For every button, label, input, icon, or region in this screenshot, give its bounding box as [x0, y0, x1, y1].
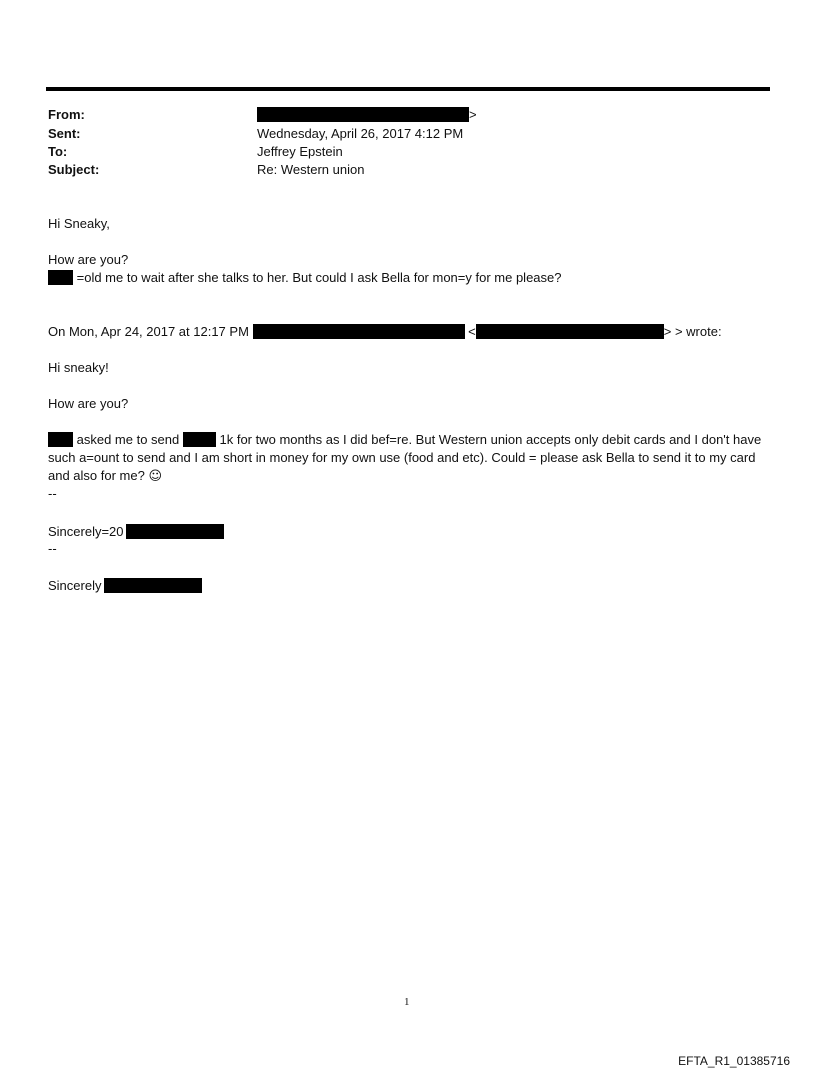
quoted-part1: asked me to send — [76, 432, 180, 447]
redaction-box — [476, 324, 664, 339]
quoted-how-are-you: How are you? — [48, 396, 129, 411]
quoted-part2: 1k for two months as I did bef=re. But Western union accepts only debit cards and I don't have such a=ount to send and I am short in money for my own use (food and etc). Could = please ask Bella to send it to my card and also for me? — [48, 432, 762, 483]
redaction-box — [126, 524, 224, 539]
reply-text: =old me to wait after she talks to her. But could I ask Bella for mon=y for me please? — [76, 270, 562, 285]
page-number: 1 — [404, 996, 410, 1008]
quote-intro — [48, 323, 722, 341]
quote-intro-prefix: On Mon, Apr 24, 2017 at 12:17 PM — [48, 324, 249, 339]
separator: -- — [48, 486, 57, 501]
sincerely-1: Sincerely=20 — [48, 524, 124, 539]
quoted-greeting: Hi sneaky! — [48, 360, 109, 375]
quote-suffix: > > wrote: — [663, 324, 722, 339]
to-value: Jeffrey Epstein — [257, 144, 343, 159]
sent-label: Sent: — [48, 126, 81, 141]
header-rule — [46, 87, 770, 91]
separator: -- — [48, 541, 57, 556]
reply-line — [48, 269, 561, 287]
quote-lt: < — [468, 324, 476, 339]
redaction-box — [104, 578, 202, 593]
to-label: To: — [48, 144, 68, 159]
subject-label: Subject: — [48, 162, 100, 177]
redaction-box — [257, 107, 469, 122]
from-value — [257, 106, 477, 124]
signature-1 — [48, 523, 224, 541]
greeting: Hi Sneaky, — [48, 216, 110, 231]
from-label: From: — [48, 107, 85, 122]
how-are-you: How are you? — [48, 252, 129, 267]
quoted-paragraph — [48, 431, 768, 486]
redaction-box — [48, 270, 73, 285]
redaction-box — [48, 432, 73, 447]
subject-value: Re: Western union — [257, 162, 365, 177]
signature-2 — [48, 577, 202, 595]
from-suffix: > — [469, 107, 477, 122]
sincerely-2: Sincerely — [48, 578, 102, 593]
document-id: EFTA_R1_01385716 — [678, 1054, 790, 1068]
redaction-box — [253, 324, 465, 339]
smiley-icon: ☺ — [148, 469, 163, 484]
redaction-box — [183, 432, 216, 447]
sent-value: Wednesday, April 26, 2017 4:12 PM — [257, 126, 464, 141]
